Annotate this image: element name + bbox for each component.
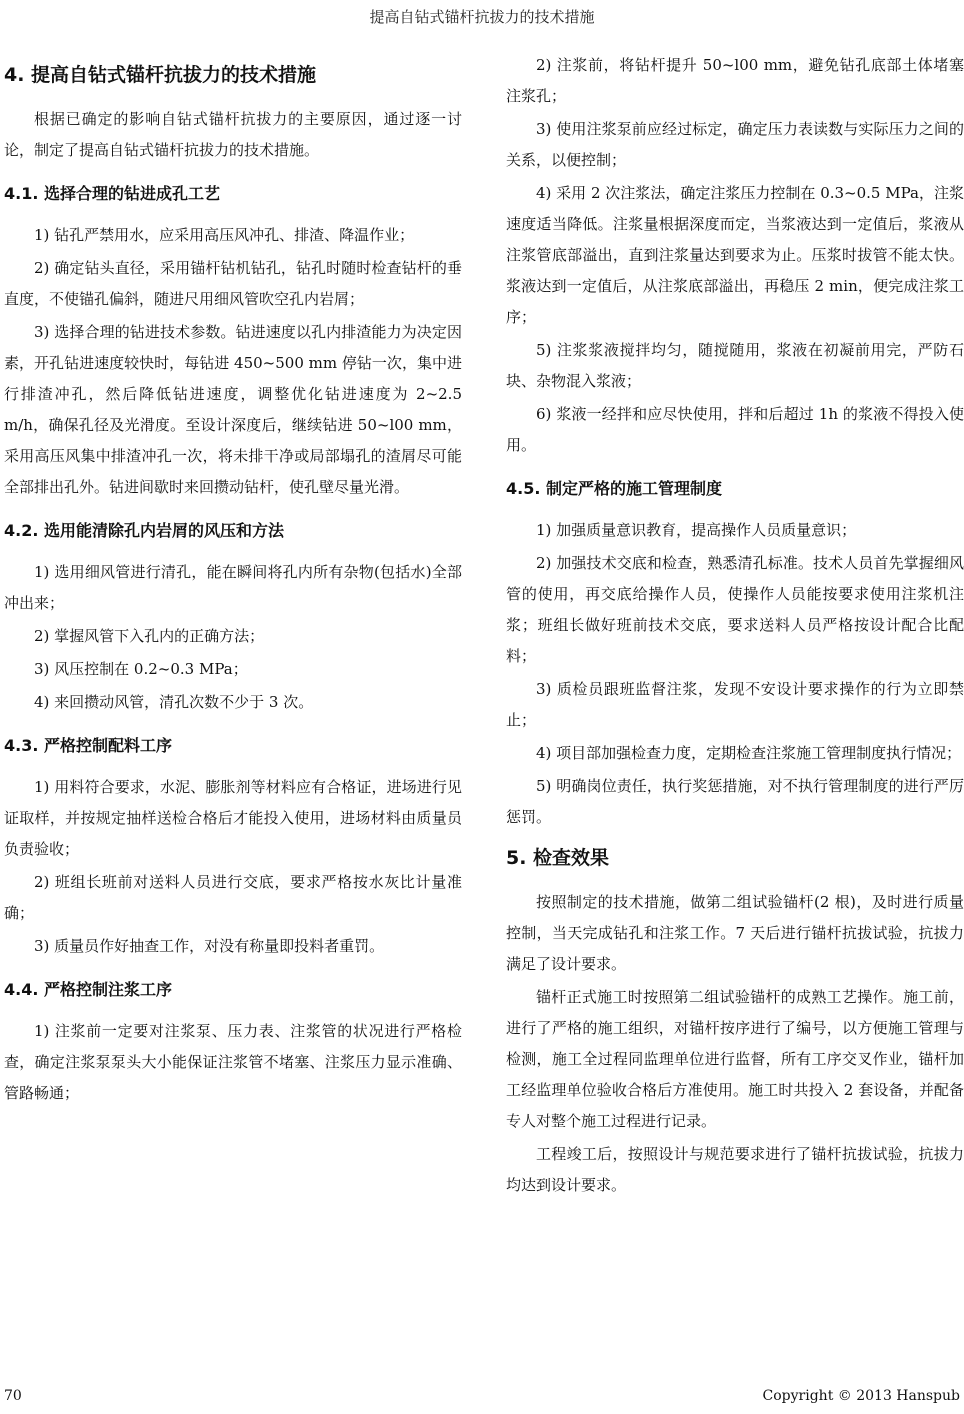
paragraph: 锚杆正式施工时按照第二组试验锚杆的成熟工艺操作。施工前，进行了严格的施工组织，对锚杆按序进行了编号，以方便施工管理与检测，施工全过程同监理单位进行监督，所有工序交叉作业，锚杆加工经监理单位验收合格后方准使用。施工时共投入 2 套设备，并配备专人对整个施工过程进行记录。	[506, 988, 964, 1130]
list-item: 5) 明确岗位责任，执行奖惩措施，对不执行管理制度的进行严厉惩罚。	[506, 777, 964, 826]
right-column	[506, 50, 964, 1203]
list-item: 1) 注浆前一定要对注浆泵、压力表、注浆管的状况进行严格检查，确定注浆泵泵头大小能保证注浆管不堵塞、注浆压力显示准确、管路畅通；	[4, 1022, 462, 1102]
list-item: 3) 风压控制在 0.2~0.3 MPa；	[34, 660, 248, 678]
list-item: 2) 确定钻头直径，采用锚杆钻机钻孔，钻孔时随时检查钻杆的垂直度，不使锚孔偏斜，随进尺用细风管吹空孔内岩屑；	[4, 259, 462, 308]
section-4-4-title: 4.4. 严格控制注浆工序	[4, 980, 172, 999]
section-4-3-title: 4.3. 严格控制配料工序	[4, 736, 172, 755]
list-item: 2) 加强技术交底和检查，熟悉清孔标准。技术人员首先掌握细风管的使用，再交底给操作人员，使操作人员能按要求使用注浆机注浆；班组长做好班前技术交底，要求送料人员严格按设计配合比配料；	[506, 554, 964, 665]
section-4-title: 4. 提高自钻式锚杆抗拔力的技术措施	[4, 64, 317, 86]
list-item: 3) 使用注浆泵前应经过标定，确定压力表读数与实际压力之间的关系，以便控制；	[506, 120, 964, 169]
running-header: 提高自钻式锚杆抗拔力的技术措施	[369, 8, 595, 26]
list-item: 3) 质量员作好抽查工作，对没有称量即投料者重罚。	[34, 937, 385, 955]
section-5-title: 5. 检查效果	[506, 847, 610, 869]
list-item: 4) 采用 2 次注浆法，确定注浆压力控制在 0.3~0.5 MPa，注浆速度适当降低。注浆量根据深度而定，当浆液达到一定值后，浆液从注浆管底部溢出，直到注浆量达到要求为止。压浆时拔管不能太快。浆液达到一定值后，从注浆底部溢出，再稳压 2 min，便完成注浆工序；	[506, 184, 964, 326]
section-4-2-title: 4.2. 选用能清除孔内岩屑的风压和方法	[4, 521, 284, 540]
list-item: 1) 选用细风管进行清孔，能在瞬间将孔内所有杂物(包括水)全部冲出来；	[4, 563, 462, 612]
section-4-5-title: 4.5. 制定严格的施工管理制度	[506, 479, 722, 498]
left-column	[4, 50, 462, 1111]
list-item: 6) 浆液一经拌和应尽快使用，拌和后超过 1h 的浆液不得投入使用。	[506, 405, 964, 454]
paragraph: 工程竣工后，按照设计与规范要求进行了锚杆抗拔试验，抗拔力均达到设计要求。	[506, 1145, 964, 1194]
paragraph: 根据已确定的影响自钻式锚杆抗拔力的主要原因，通过逐一讨论，制定了提高自钻式锚杆抗拔力的技术措施。	[4, 110, 462, 159]
list-item: 1) 用料符合要求，水泥、膨胀剂等材料应有合格证，进场进行见证取样，并按规定抽样送检合格后才能投入使用，进场材料由质量员负责验收；	[4, 778, 462, 858]
page-number: 70	[4, 1388, 22, 1404]
list-item: 4) 来回攒动风管，清孔次数不少于 3 次。	[34, 693, 314, 711]
list-item: 2) 掌握风管下入孔内的正确方法；	[34, 627, 265, 645]
list-item: 1) 钻孔严禁用水，应采用高压风冲孔、排渣、降温作业；	[34, 226, 415, 244]
list-item: 1) 加强质量意识教育，提高操作人员质量意识；	[536, 521, 857, 539]
section-4-1-title: 4.1. 选择合理的钻进成孔工艺	[4, 184, 220, 203]
list-item: 2) 班组长班前对送料人员进行交底，要求严格按水灰比计量准确；	[4, 873, 462, 922]
list-item: 4) 项目部加强检查力度，定期检查注浆施工管理制度执行情况；	[536, 744, 962, 762]
list-item: 3) 选择合理的钻进技术参数。钻进速度以孔内排渣能力为决定因素，开孔钻进速度较快时，每钻进 450~500 mm 停钻一次，集中进行排渣冲孔，然后降低钻进速度，调整优化钻进速度为 2~2.5 m/h，确保孔径及光滑度。至设计深度后，继续钻进 50~l00 mm，采用高压风集中排渣冲孔一次，将未排干净或局部塌孔的渣屑尽可能全部排出孔外。钻进间歇时来回攒动钻杆，使孔壁尽量光滑。	[4, 323, 462, 496]
list-item: 2) 注浆前，将钻杆提升 50~l00 mm，避免钻孔底部土体堵塞注浆孔；	[506, 56, 964, 105]
copyright-notice: Copyright © 2013 Hanspub	[762, 1388, 960, 1404]
list-item: 5) 注浆浆液搅拌均匀，随搅随用，浆液在初凝前用完，严防石块、杂物混入浆液；	[506, 341, 964, 390]
paragraph: 按照制定的技术措施，做第二组试验锚杆(2 根)，及时进行质量控制，当天完成钻孔和注浆工作。7 天后进行锚杆抗拔试验，抗拔力满足了设计要求。	[506, 893, 964, 973]
list-item: 3) 质检员跟班监督注浆，发现不安设计要求操作的行为立即禁止；	[506, 680, 964, 729]
